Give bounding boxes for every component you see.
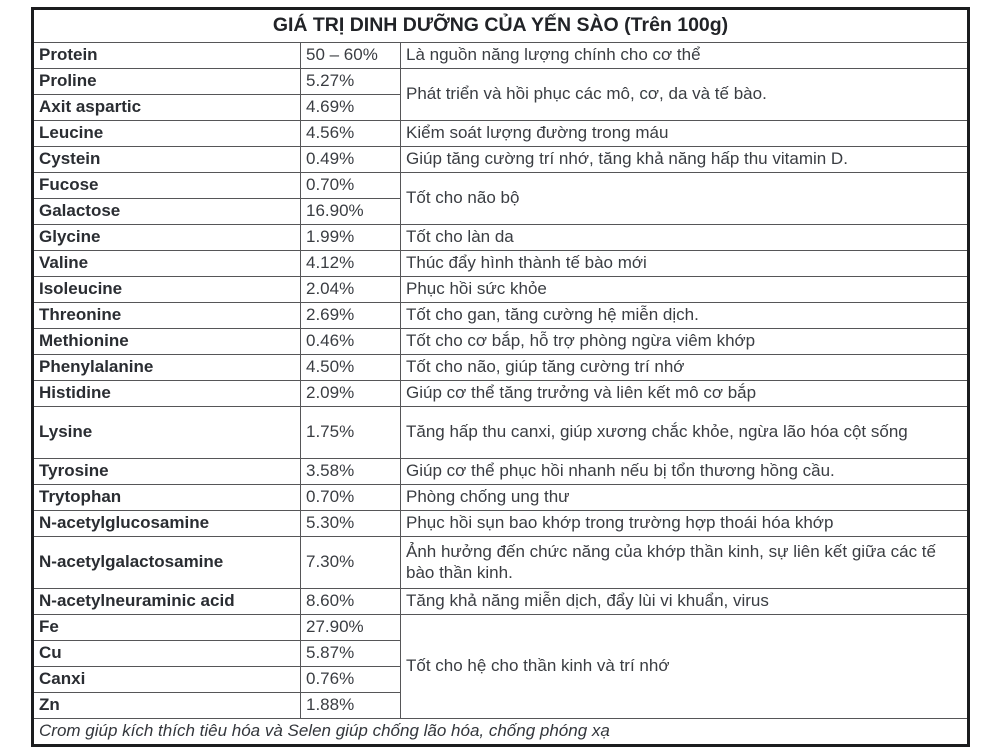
nutrient-name-cell: N-acetylneuraminic acid — [33, 589, 301, 615]
nutrient-value-cell: 7.30% — [301, 537, 401, 589]
table-row — [33, 303, 969, 329]
nutrient-desc-cell: Tốt cho làn da — [401, 225, 969, 251]
nutrient-value-cell: 2.69% — [301, 303, 401, 329]
nutrient-name-cell: Threonine — [33, 303, 301, 329]
table-row — [33, 69, 969, 95]
nutrient-name-cell: Phenylalanine — [33, 355, 301, 381]
nutrient-name-cell: Proline — [33, 69, 301, 95]
table-row — [33, 381, 969, 407]
table-row — [33, 615, 969, 641]
nutrient-desc-cell: Thúc đẩy hình thành tế bào mới — [401, 251, 969, 277]
nutrient-value-cell: 16.90% — [301, 199, 401, 225]
nutrient-desc-cell: Tăng hấp thu canxi, giúp xương chắc khỏe, ngừa lão hóa cột sống — [401, 407, 969, 459]
nutrient-desc-cell: Là nguồn năng lượng chính cho cơ thể — [401, 43, 969, 69]
nutrient-value-cell: 4.69% — [301, 95, 401, 121]
nutrient-desc-cell: Tốt cho gan, tăng cường hệ miễn dịch. — [401, 303, 969, 329]
nutrient-value-cell: 1.99% — [301, 225, 401, 251]
nutrient-value-cell: 5.87% — [301, 641, 401, 667]
table-row — [33, 485, 969, 511]
nutrient-value-cell: 1.88% — [301, 693, 401, 719]
nutrient-value-cell: 50 – 60% — [301, 43, 401, 69]
nutrient-desc-cell: Giúp cơ thể tăng trưởng và liên kết mô cơ bắp — [401, 381, 969, 407]
nutrient-value-cell: 0.46% — [301, 329, 401, 355]
table-row — [33, 43, 969, 69]
nutrient-desc-cell: Giúp cơ thể phục hồi nhanh nếu bị tổn thương hồng cầu. — [401, 459, 969, 485]
nutrient-desc-cell: Phát triển và hồi phục các mô, cơ, da và tế bào. — [401, 69, 969, 121]
table-row — [33, 355, 969, 381]
title-row — [33, 9, 969, 43]
nutrient-desc-cell: Tăng khả năng miễn dịch, đẩy lùi vi khuẩn, virus — [401, 589, 969, 615]
nutrient-name-cell: Lysine — [33, 407, 301, 459]
nutrient-name-cell: Histidine — [33, 381, 301, 407]
nutrient-name-cell: Trytophan — [33, 485, 301, 511]
nutrient-name-cell: Galactose — [33, 199, 301, 225]
nutrient-desc-cell: Kiểm soát lượng đường trong máu — [401, 121, 969, 147]
nutrient-value-cell: 27.90% — [301, 615, 401, 641]
nutrient-name-cell: Axit aspartic — [33, 95, 301, 121]
nutrient-name-cell: Isoleucine — [33, 277, 301, 303]
nutrient-name-cell: Zn — [33, 693, 301, 719]
nutrient-name-cell: Cu — [33, 641, 301, 667]
table-row — [33, 173, 969, 199]
nutrient-name-cell: Methionine — [33, 329, 301, 355]
table-row — [33, 251, 969, 277]
nutrient-name-cell: Fucose — [33, 173, 301, 199]
nutrient-desc-cell: Tốt cho não bộ — [401, 173, 969, 225]
nutrient-name-cell: Fe — [33, 615, 301, 641]
nutrient-desc-cell: Ảnh hưởng đến chức năng của khớp thần kinh, sự liên kết giữa các tế bào thần kinh. — [401, 537, 969, 589]
nutrition-table — [31, 7, 970, 747]
nutrient-value-cell: 0.76% — [301, 667, 401, 693]
table-row — [33, 147, 969, 173]
nutrient-value-cell: 2.04% — [301, 277, 401, 303]
nutrient-desc-cell: Giúp tăng cường trí nhớ, tăng khả năng hấp thu vitamin D. — [401, 147, 969, 173]
nutrient-value-cell: 0.49% — [301, 147, 401, 173]
table-row — [33, 459, 969, 485]
nutrient-value-cell: 4.12% — [301, 251, 401, 277]
nutrient-desc-cell: Phục hồi sức khỏe — [401, 277, 969, 303]
nutrient-desc-cell: Tốt cho não, giúp tăng cường trí nhớ — [401, 355, 969, 381]
nutrient-name-cell: Glycine — [33, 225, 301, 251]
nutrient-desc-cell: Phòng chống ung thư — [401, 485, 969, 511]
nutrient-value-cell: 8.60% — [301, 589, 401, 615]
nutrient-name-cell: N-acetylglucosamine — [33, 511, 301, 537]
nutrient-value-cell: 3.58% — [301, 459, 401, 485]
nutrient-name-cell: Cystein — [33, 147, 301, 173]
nutrient-value-cell: 1.75% — [301, 407, 401, 459]
nutrient-value-cell: 0.70% — [301, 485, 401, 511]
nutrient-value-cell: 5.30% — [301, 511, 401, 537]
nutrient-name-cell: Leucine — [33, 121, 301, 147]
table-row — [33, 589, 969, 615]
table-row — [33, 329, 969, 355]
nutrient-name-cell: N-acetylgalactosamine — [33, 537, 301, 589]
table-row — [33, 407, 969, 459]
table-row — [33, 225, 969, 251]
footer-row — [33, 719, 969, 746]
nutrient-name-cell: Protein — [33, 43, 301, 69]
nutrient-name-cell: Canxi — [33, 667, 301, 693]
nutrient-name-cell: Tyrosine — [33, 459, 301, 485]
nutrient-desc-cell: Tốt cho hệ cho thần kinh và trí nhớ — [401, 615, 969, 719]
table-row — [33, 277, 969, 303]
table-title: GIÁ TRỊ DINH DƯỠNG CỦA YẾN SÀO (Trên 100g) — [33, 9, 969, 43]
table-footer-note: Crom giúp kích thích tiêu hóa và Selen giúp chống lão hóa, chống phóng xạ — [33, 719, 969, 746]
nutrient-value-cell: 0.70% — [301, 173, 401, 199]
nutrient-value-cell: 5.27% — [301, 69, 401, 95]
nutrient-name-cell: Valine — [33, 251, 301, 277]
nutrient-value-cell: 4.56% — [301, 121, 401, 147]
nutrient-value-cell: 2.09% — [301, 381, 401, 407]
nutrient-desc-cell: Phục hồi sụn bao khớp trong trường hợp thoái hóa khớp — [401, 511, 969, 537]
nutrient-desc-cell: Tốt cho cơ bắp, hỗ trợ phòng ngừa viêm khớp — [401, 329, 969, 355]
nutrient-value-cell: 4.50% — [301, 355, 401, 381]
table-row — [33, 121, 969, 147]
table-row — [33, 537, 969, 589]
table-row — [33, 511, 969, 537]
